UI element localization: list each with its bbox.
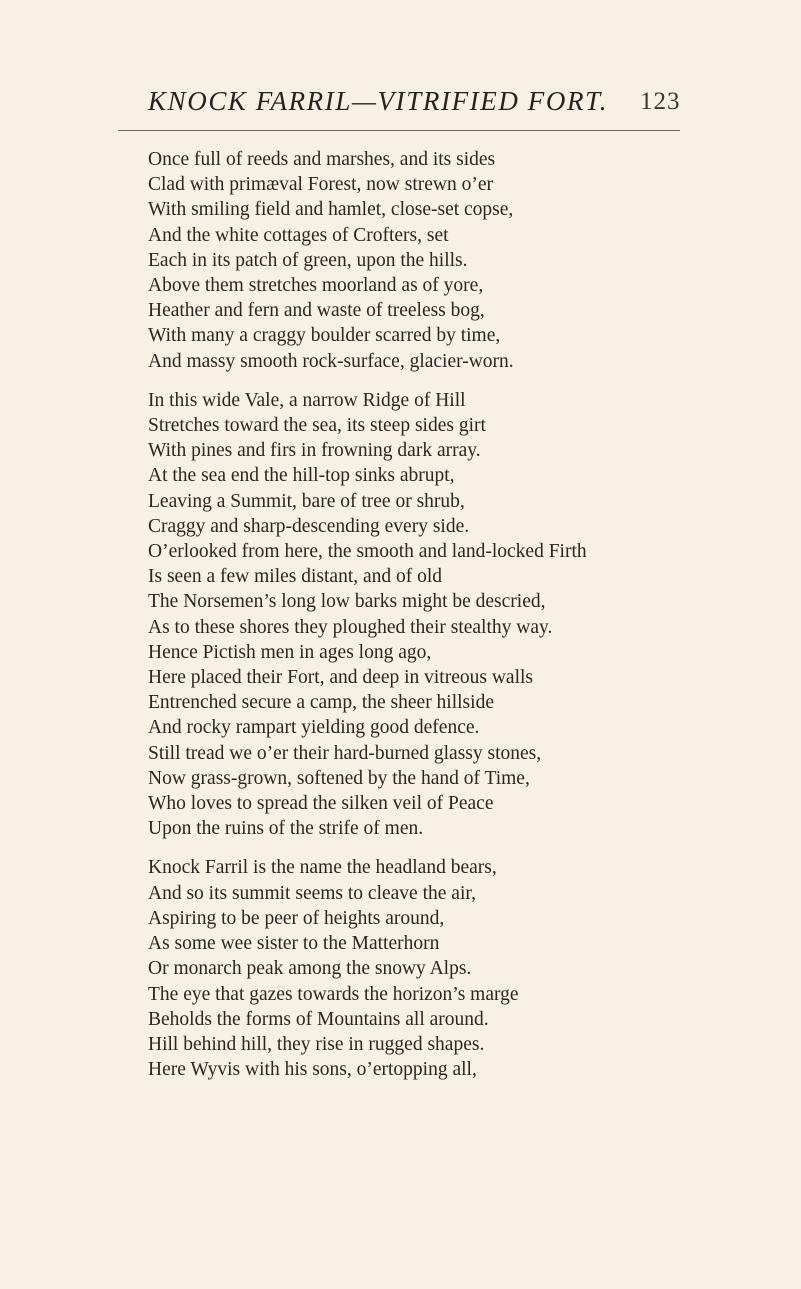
poem-line: Hence Pictish men in ages long ago, (148, 641, 432, 663)
stanza-2 (148, 388, 798, 842)
poem-line: Entrenched secure a camp, the sheer hillside (148, 692, 494, 714)
poem-line: Here Wyvis with his sons, o’ertopping all, (148, 1059, 477, 1081)
poem-line: And rocky rampart yielding good defence. (148, 717, 480, 739)
poem-line: Or monarch peak among the snowy Alps. (148, 958, 472, 980)
stanza-1 (148, 147, 798, 374)
poem-line: With many a craggy boulder scarred by time, (148, 325, 501, 347)
header-rule (118, 130, 680, 131)
page-number: 123 (640, 88, 681, 115)
poem-line: Here placed their Fort, and deep in vitreous walls (148, 667, 534, 689)
poem-line: As to these shores they ploughed their stealthy way. (148, 616, 553, 638)
poem-line: O’erlooked from here, the smooth and land-locked Firth (148, 541, 587, 563)
poem-line: Above them stretches moorland as of yore, (148, 275, 484, 297)
poem-line: And the white cottages of Crofters, set (148, 224, 449, 246)
poem-line: At the sea end the hill-top sinks abrupt, (148, 465, 455, 487)
poem-line: As some wee sister to the Matterhorn (148, 933, 440, 955)
running-head: KNOCK FARRIL—VITRIFIED FORT. (148, 86, 609, 116)
poem-line: Clad with primæval Forest, now strewn o’er (148, 174, 493, 196)
poem-line: Still tread we o’er their hard-burned glassy stones, (148, 742, 542, 764)
poem-line: Stretches toward the sea, its steep sides girt (148, 415, 486, 437)
poem-line: Heather and fern and waste of treeless bog, (148, 300, 485, 322)
poem-line: The eye that gazes towards the horizon’s marge (148, 983, 519, 1005)
poem-line: Each in its patch of green, upon the hills. (148, 249, 468, 271)
poem-line: In this wide Vale, a narrow Ridge of Hill (148, 389, 466, 411)
poem-line: With pines and firs in frowning dark array. (148, 440, 481, 462)
poem-line: Beholds the forms of Mountains all around. (148, 1008, 489, 1030)
poem-line: Once full of reeds and marshes, and its sides (148, 149, 496, 170)
poem-body (148, 147, 798, 1096)
stanza-3 (148, 855, 798, 1082)
poem-line: Now grass-grown, softened by the hand of Time, (148, 767, 530, 789)
poem-line: With smiling field and hamlet, close-set copse, (148, 199, 514, 221)
poem-line: Upon the ruins of the strife of men. (148, 818, 424, 840)
poem-line: Leaving a Summit, bare of tree or shrub, (148, 490, 465, 512)
poem-line: Aspiring to be peer of heights around, (148, 907, 445, 929)
poem-line: Craggy and sharp-descending every side. (148, 515, 470, 537)
poem-line: Hill behind hill, they rise in rugged shapes. (148, 1033, 485, 1055)
poem-line: Who loves to spread the silken veil of Peace (148, 793, 494, 815)
poem-line: The Norsemen’s long low barks might be descried, (148, 591, 546, 613)
poem-line: Knock Farril is the name the headland bears, (148, 857, 497, 879)
poem-line: Is seen a few miles distant, and of old (148, 566, 443, 588)
page-header (0, 86, 801, 126)
poem-line: And so its summit seems to cleave the air, (148, 882, 476, 904)
poem-line: And massy smooth rock-surface, glacier-worn. (148, 350, 514, 372)
